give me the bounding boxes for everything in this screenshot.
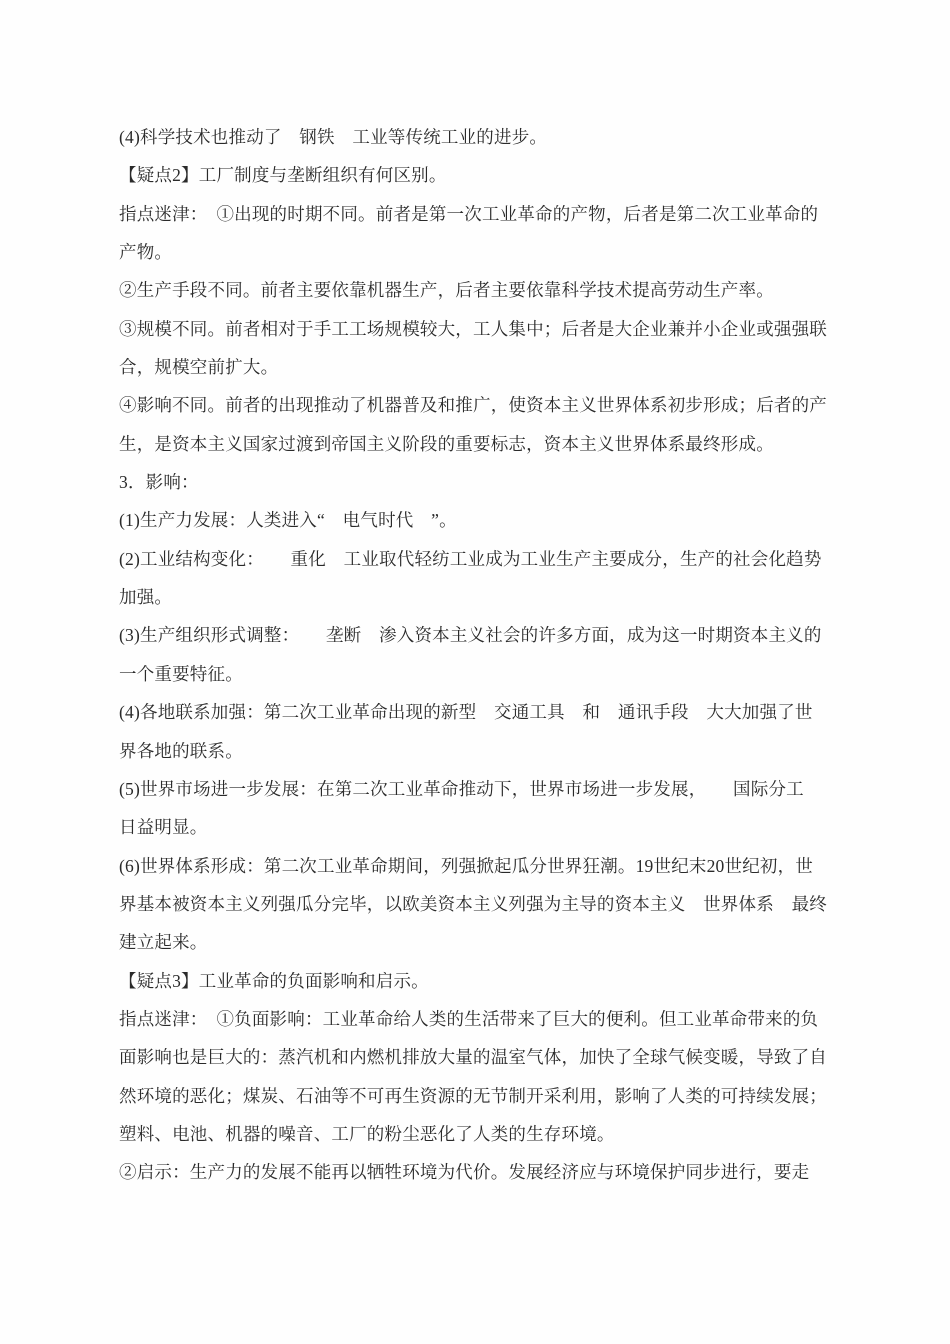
text-line: 指点迷津： ①出现的时期不同。前者是第一次工业革命的产物，后者是第二次工业革命的 (119, 203, 819, 224)
text-line: 界基本被资本主义列强瓜分完毕，以欧美资本主义列强为主导的资本主义 世界体系 最终 (119, 893, 827, 914)
text-line: 界各地的联系。 (119, 740, 243, 761)
text-line: 加强。 (119, 587, 173, 608)
text-line: 3．影响： (119, 472, 199, 493)
text-line: (1)生产力发展：人类进入“ 电气时代 ”。 (119, 510, 457, 531)
text-line: 然环境的恶化；煤炭、石油等不可再生资源的无节制开采利用，影响了人类的可持续发展； (119, 1085, 827, 1106)
text-line: (6)世界体系形成：第二次工业革命期间，列强掀起瓜分世界狂潮。19世纪末20世纪初，世 (119, 855, 814, 876)
text-line: 面影响也是巨大的：蒸汽机和内燃机排放大量的温室气体，加快了全球气候变暖，导致了自 (119, 1047, 827, 1068)
text-line: 合，规模空前扩大。 (119, 357, 279, 378)
text-line: (5)世界市场进一步发展：在第二次工业革命推动下，世界市场进一步发展， 国际分工 (119, 778, 804, 799)
text-line: 一个重要特征。 (119, 663, 243, 684)
text-line: 【疑点3】工业革命的负面影响和启示。 (119, 970, 429, 991)
text-line: 产物。 (119, 242, 173, 263)
text-line: 生，是资本主义国家过渡到帝国主义阶段的重要标志，资本主义世界体系最终形成。 (119, 433, 774, 454)
text-line: 指点迷津： ①负面影响：工业革命给人类的生活带来了巨大的便利。但工业革命带来的负 (119, 1008, 819, 1029)
text-line: ③规模不同。前者相对于手工工场规模较大，工人集中；后者是大企业兼并小企业或强强联 (119, 318, 827, 339)
text-line: (2)工业结构变化： 重化 工业取代轻纺工业成为工业生产主要成分，生产的社会化趋势 (119, 548, 822, 569)
text-line: 建立起来。 (119, 932, 208, 953)
text-line: ②生产手段不同。前者主要依靠机器生产，后者主要依靠科学技术提高劳动生产率。 (119, 280, 774, 301)
text-line: 【疑点2】工厂制度与垄断组织有何区别。 (119, 165, 447, 186)
text-line: 日益明显。 (119, 817, 208, 838)
text-line: 塑料、电池、机器的噪音、工厂的粉尘恶化了人类的生存环境。 (119, 1123, 615, 1144)
text-line: (4)科学技术也推动了 钢铁 工业等传统工业的进步。 (119, 127, 548, 147)
text-line: ②启示：生产力的发展不能再以牺牲环境为代价。发展经济应与环境保护同步进行，要走 (119, 1162, 810, 1183)
text-line: (4)各地联系加强：第二次工业革命出现的新型 交通工具 和 通讯手段 大大加强了世 (119, 702, 813, 723)
document-text-block (119, 118, 859, 1192)
text-line: (3)生产组织形式调整： 垄断 渗入资本主义社会的许多方面，成为这一时期资本主义的 (119, 625, 822, 646)
text-line: ④影响不同。前者的出现推动了机器普及和推广，使资本主义世界体系初步形成；后者的产 (119, 395, 827, 416)
